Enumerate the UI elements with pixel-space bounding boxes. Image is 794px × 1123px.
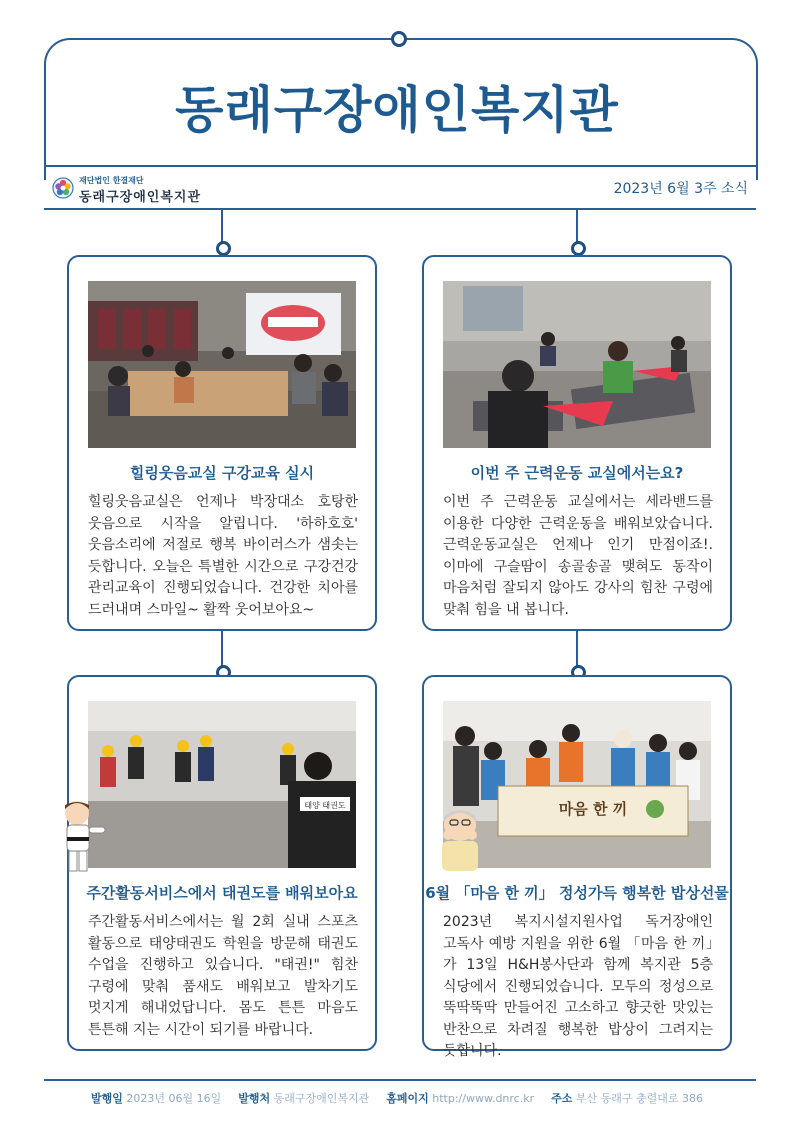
connector-dot-2 (571, 241, 586, 256)
logo-name: 동래구장애인복지관 (79, 190, 202, 205)
card-body-text: 주간활동서비스에서는 월 2회 실내 스포츠 활동으로 태양태권도 학원을 방문해 태권도 수업을 진행하고 있습니다. "태권!" 힘찬 구령에 맞춰 품새도 배워보고 발차기도 멋지게 해내었답니다. 몸도 튼튼 마음도 튼튼해 지는 시간이 되기를 바랍니다. (88, 914, 358, 1038)
card-caption: 주간활동서비스에서 태권도를 배워보아요 (86, 884, 358, 902)
footer-date: 2023년 06월 16일 (126, 1092, 222, 1105)
card-body-text: 힐링웃음교실은 언제나 박장대소 호탕한 웃음으로 시작을 알립니다. '하하호호' 웃음소리에 저절로 행복 바이러스가 샘솟는 듯합니다. 오늘은 특별한 시간으로 구강건강 관리교육이 진행되었습니다. 건강한 치아를 드러내며 스마일~ 활짝 웃어보아요~ (88, 494, 358, 618)
connector-line-4 (576, 630, 578, 666)
divider-bottom (44, 208, 756, 210)
page-title: 동래구장애인복지관 (175, 81, 619, 139)
footer-address: 부산 동래구 충렬대로 386 (575, 1092, 704, 1105)
organization-logo (52, 174, 252, 204)
footer-publisher: 동래구장애인복지관 (273, 1092, 370, 1105)
connector-dot-1 (216, 241, 231, 256)
news-card-oral-education (67, 255, 377, 631)
issue-label: 2023년 6월 3주 소식 (613, 181, 748, 197)
banner-lettering: 마음 한 끼 (558, 800, 628, 818)
photo-classroom-dental (88, 281, 356, 448)
logo-subtitle: 재단법인 한결재단 (79, 176, 144, 185)
news-card-meal-gift (422, 675, 732, 1059)
footer-date-label: 발행일 (90, 1092, 123, 1105)
thinking-grandpa-icon (434, 803, 486, 873)
photo-taekwondo-class (88, 701, 356, 868)
divider-top (44, 165, 756, 167)
footer-divider (44, 1079, 756, 1081)
news-card-strength-exercise (422, 255, 732, 631)
card-body-text: 2023년 복지시설지원사업 독거장애인 고독사 예방 지원을 위한 6월 「마음 한 끼」가 13일 H&H봉사단과 함께 복지관 5층 식당에서 진행되었습니다. 모두의 정성으로 뚝딱뚝딱 만들어진 고소하고 향긋한 맛있는 반찬으로 차려질 행복한 밥상이 그려지는 듯합니다. (443, 914, 713, 1059)
footer-homepage-link[interactable]: http://www.dnrc.kr (432, 1092, 535, 1105)
card-body-text: 이번 주 근력운동 교실에서는 세라밴드를 이용한 다양한 근력운동을 배워보았습니다. 근력운동교실은 언제나 인기 만점이죠!. 이마에 구슬땀이 송골송골 맺혀도 동작이 마음처럼 잘되지 않아도 강사의 힘찬 구령에 맞춰 힘을 내 봅니다. (443, 494, 713, 618)
footer-address-label: 주소 (551, 1092, 573, 1105)
photo-dobok-lettering: 태양 태권도 (304, 801, 346, 810)
card-caption: 6월 「마음 한 끼」 정성가득 행복한 밥상선물 (425, 884, 729, 902)
connector-line-3 (221, 630, 223, 666)
taekwondo-kid-icon (55, 799, 107, 873)
header-connector-dot (391, 31, 407, 47)
card-caption: 이번 주 근력운동 교실에서는요? (470, 464, 684, 482)
news-card-taekwondo (67, 675, 377, 1051)
photo-exercise-class (443, 281, 711, 448)
logo-flower-icon (52, 177, 74, 199)
footer-homepage-label: 홈페이지 (386, 1092, 429, 1105)
footer-info (0, 1090, 794, 1106)
card-caption: 힐링웃음교실 구강교육 실시 (129, 464, 315, 482)
footer-publisher-label: 발행처 (238, 1092, 271, 1105)
